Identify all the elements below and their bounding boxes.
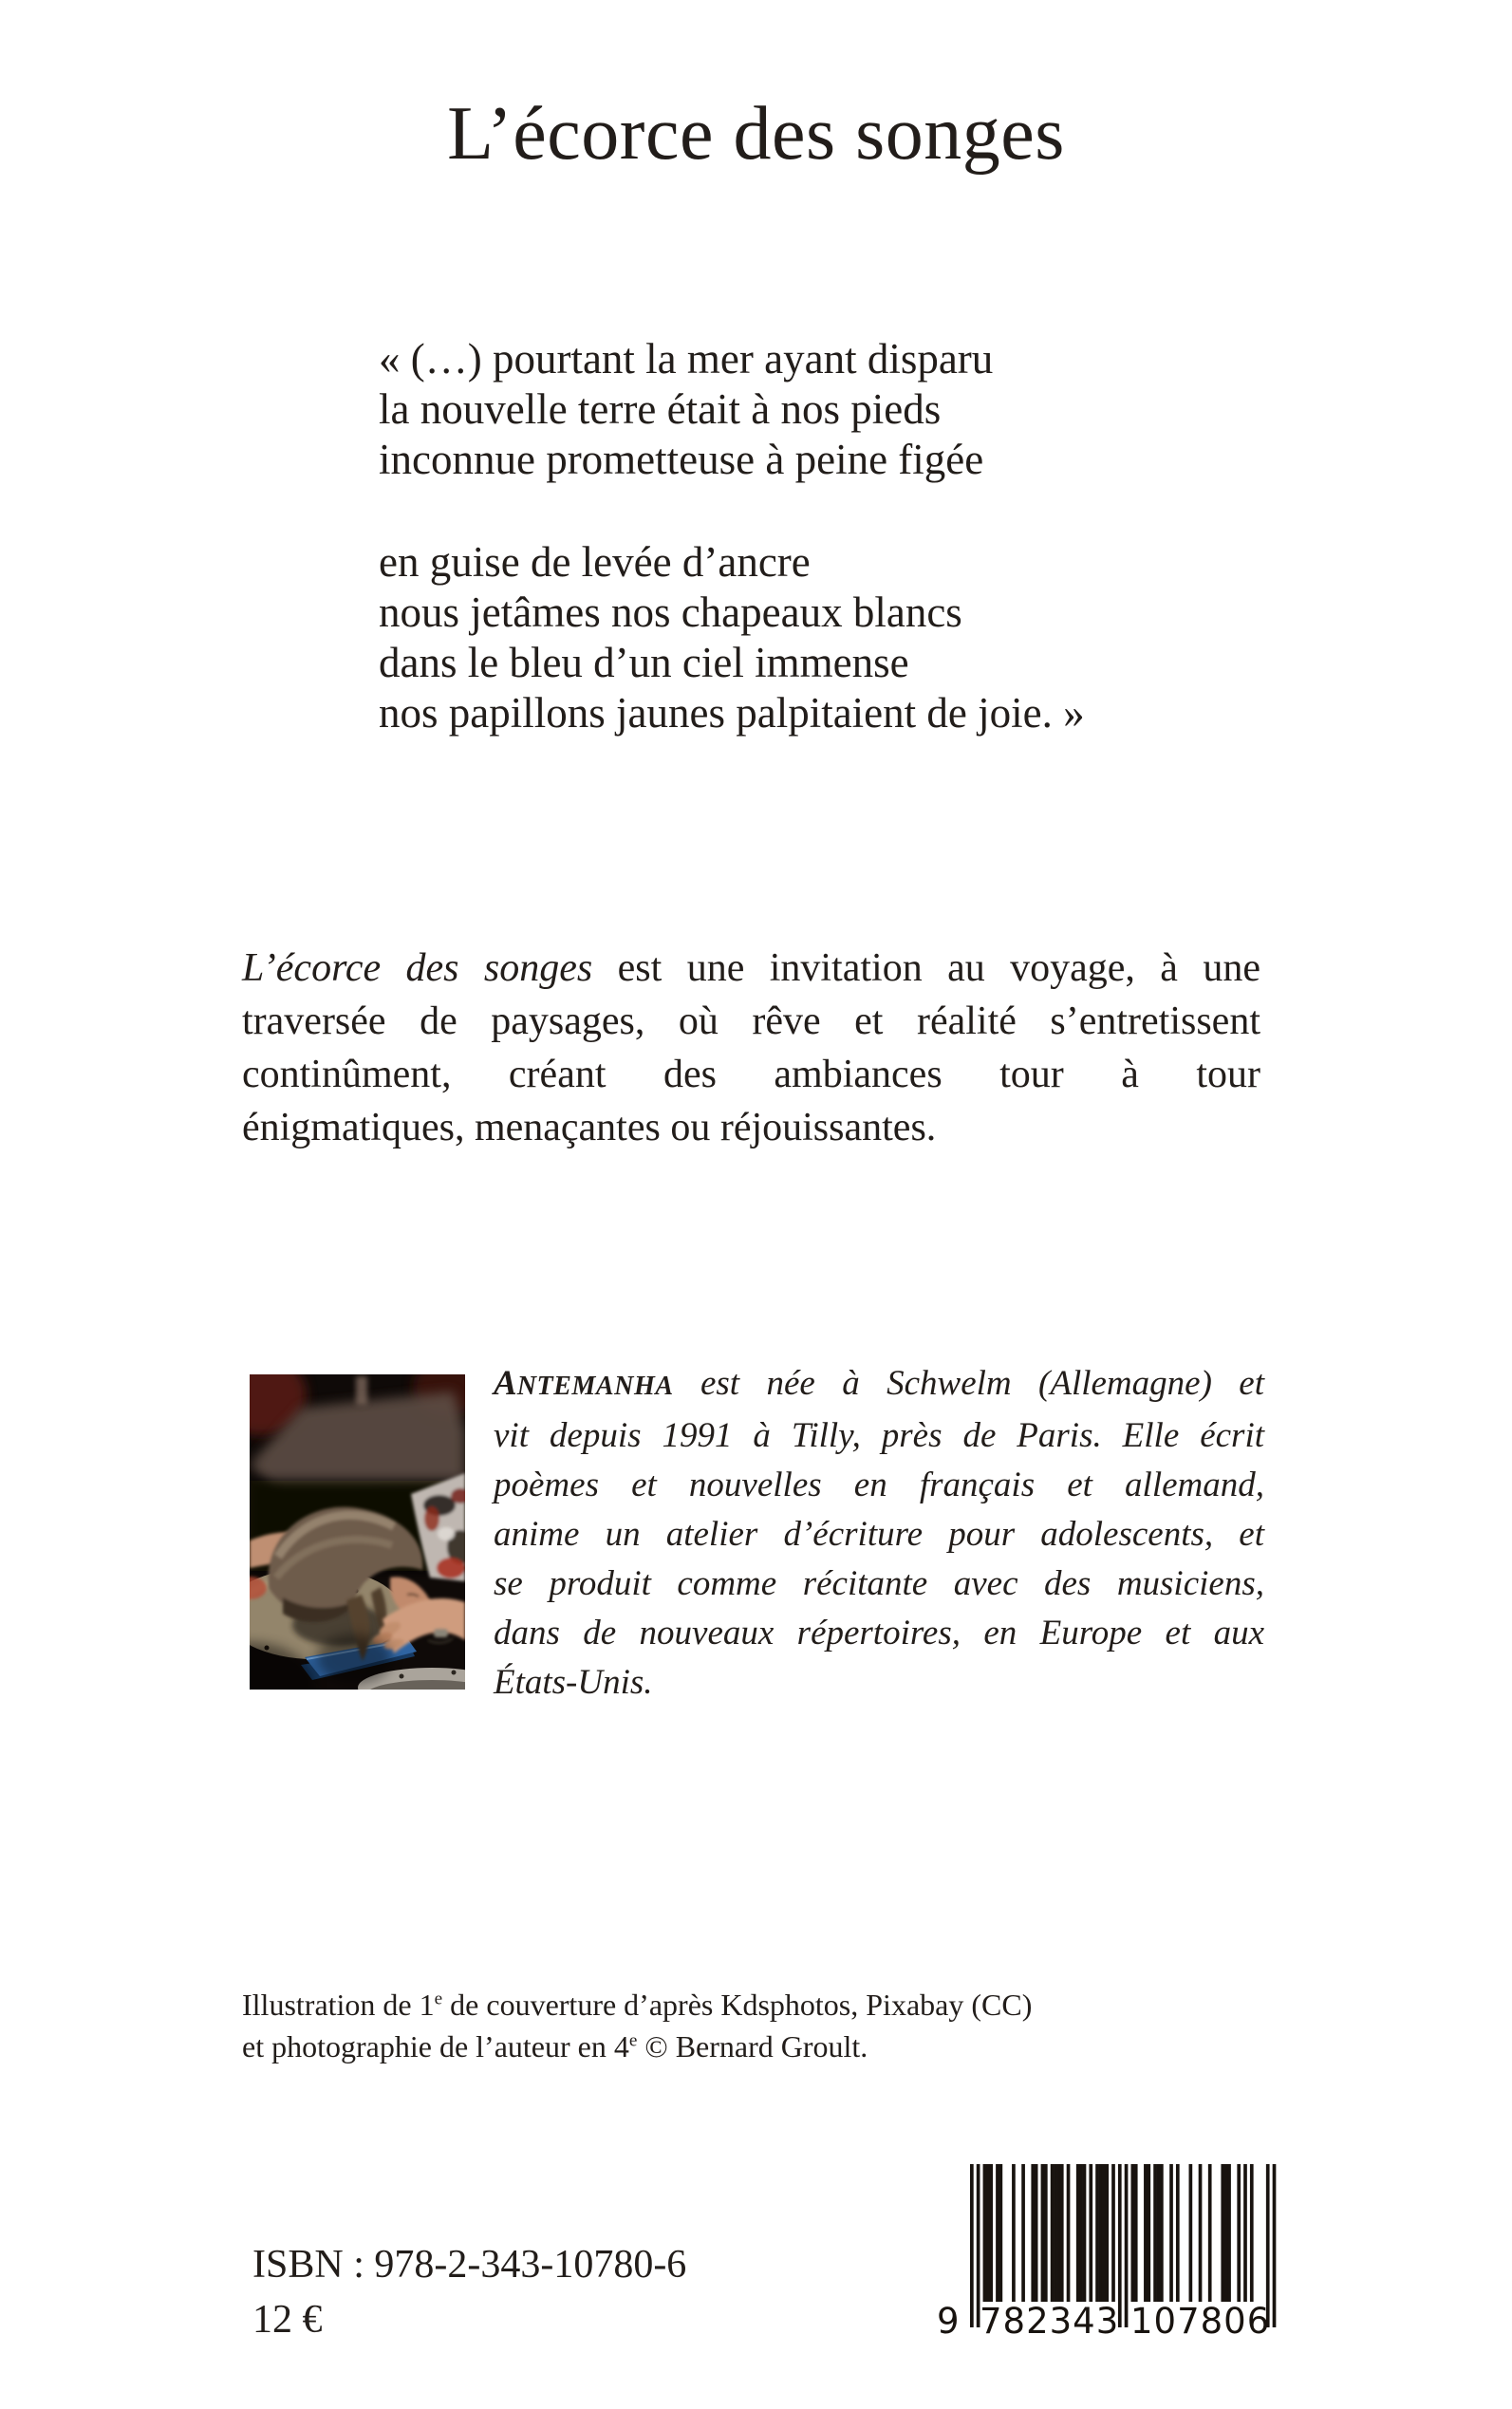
poem-quote [379,334,1085,738]
credits-text: de couverture d’après Kdsphotos, Pixabay (CC) [442,1988,1033,2022]
description-line [242,942,1260,995]
ean13-barcode [935,2164,1281,2344]
bio-text: est née à Schwelm (Allemagne) et [673,1364,1264,1403]
bio-line: anime un atelier d’écriture pour adolescents, et [494,1515,1264,1554]
credits [242,1984,1032,2067]
poem-line: inconnue prometteuse à peine figée [379,436,984,483]
bio-line: vit depuis 1991 à Tilly, près de Paris. Elle écrit [494,1416,1264,1455]
credits-line [242,2026,1032,2067]
credits-superscript: e [628,2030,638,2051]
credits-line [242,1984,1032,2026]
poem-line: « (…) pourtant la mer ayant disparu [379,335,994,383]
credits-text: Illustration de 1 [242,1988,435,2022]
book-title: L’écorce des songes [447,92,1065,176]
author-name: A [494,1364,517,1403]
bio-line [494,1359,1264,1411]
description-line: continûment, créant des ambiances tour à tour [242,1053,1260,1096]
description-text: est une invitation au voyage, à une [592,946,1260,990]
author-photo [250,1374,465,1690]
bio-line: poèmes et nouvelles en français et allemand, [494,1466,1264,1504]
book-description [242,942,1260,1154]
poem-line: dans le bleu d’un ciel immense [379,639,909,686]
poem-line: nos papillons jaunes palpitaient de joie. » [379,689,1085,737]
barcode-digits-right: 107806 [1130,2301,1271,2342]
credits-text: et photographie de l’auteur en 4 [242,2029,629,2064]
poem-stanza-1 [379,334,1085,485]
author-name-rest: NTEMANHA [516,1372,674,1401]
barcode-digit-lead: 9 [937,2301,960,2342]
barcode-digits [935,2301,1281,2342]
poem-line: la nouvelle terre était à nos pieds [379,385,942,433]
book-title-inline: L’écorce des songes [242,946,593,990]
credits-text: © Bernard Groult. [637,2029,868,2064]
bio-line: se produit comme récitante avec des musiciens, [494,1564,1264,1603]
credits-superscript: e [434,1989,443,2009]
poem-line: nous jetâmes nos chapeaux blancs [379,588,962,636]
barcode-digits-left: 782343 [980,2301,1120,2342]
poem-stanza-2 [379,537,1085,738]
author-bio [494,1359,1264,1708]
isbn: ISBN : 978-2-343-10780-6 [252,2243,687,2287]
description-line: énigmatiques, menaçantes ou réjouissantes. [242,1106,937,1149]
description-line: traversée de paysages, où rêve et réalité s’entretissent [242,999,1260,1043]
price: 12 € [252,2298,323,2342]
bio-line: États-Unis. [494,1663,653,1702]
bio-line: dans de nouveaux répertoires, en Europe et aux [494,1614,1264,1653]
poem-line: en guise de levée d’ancre [379,538,811,586]
